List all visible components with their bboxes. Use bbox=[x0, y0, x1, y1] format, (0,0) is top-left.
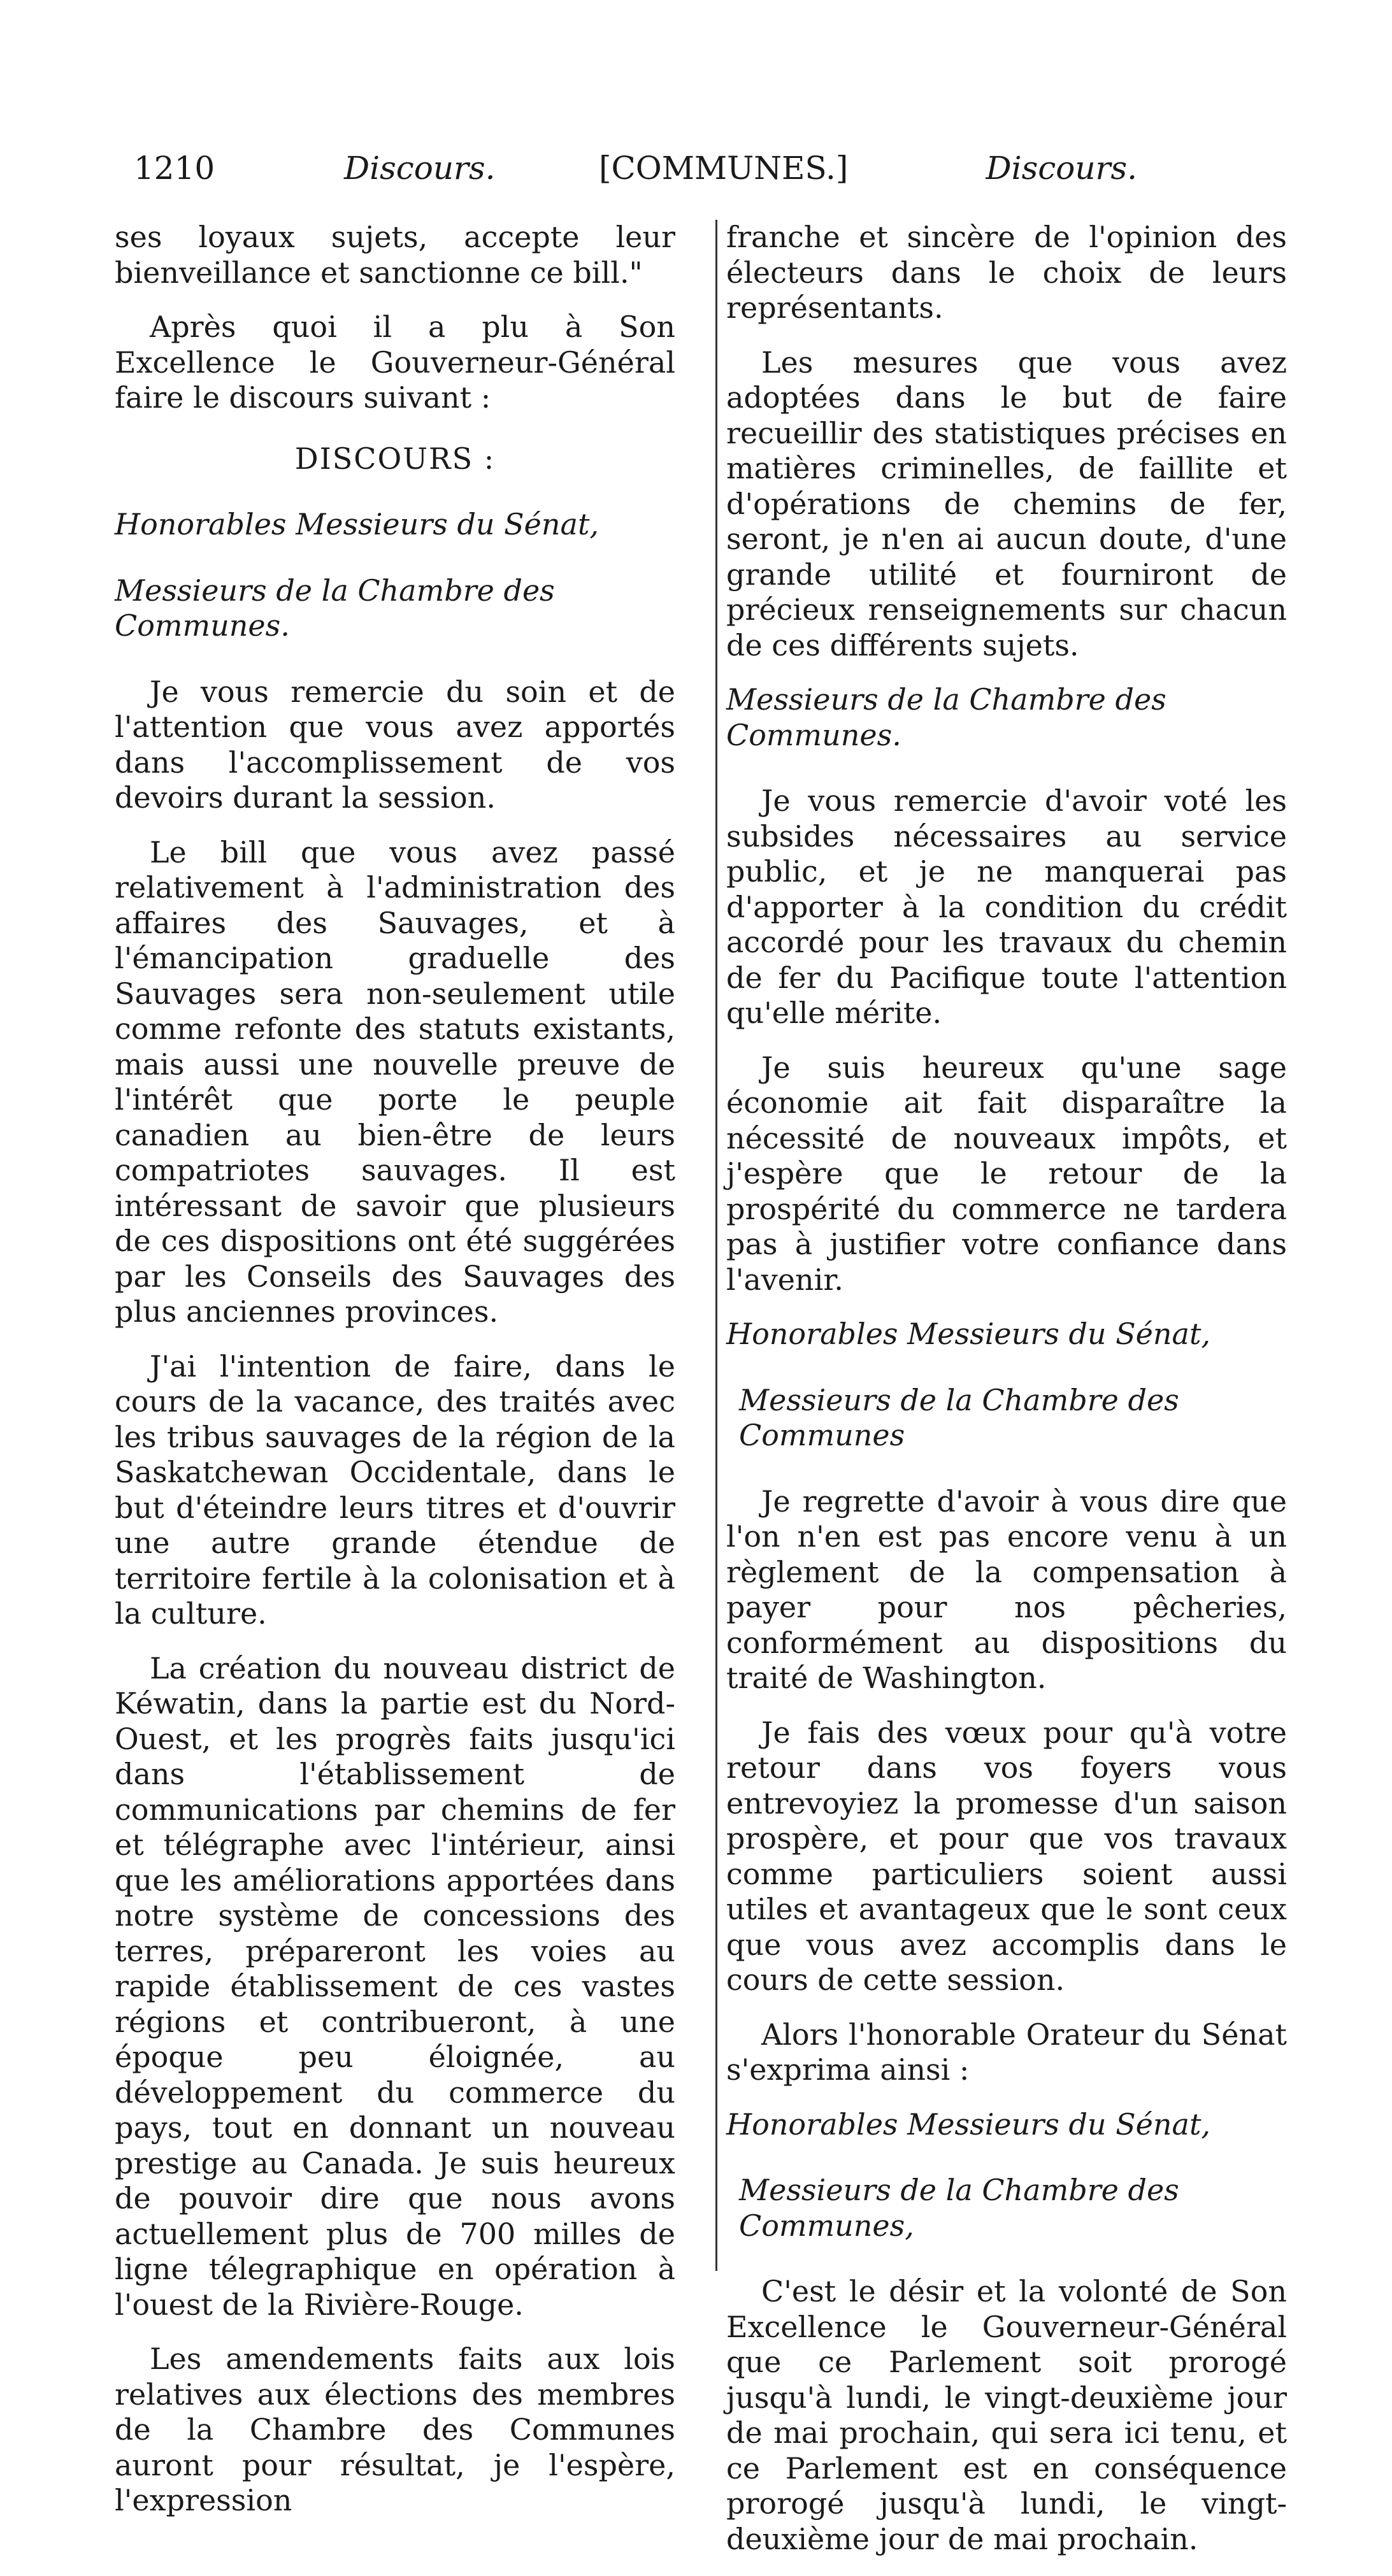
address-line: Honorables Messieurs du Sénat, bbox=[115, 507, 599, 541]
running-header bbox=[134, 150, 1137, 194]
section-heading: DISCOURS : bbox=[294, 441, 496, 476]
address-line: Messieurs de la Chambre des Communes. bbox=[115, 573, 555, 643]
paragraph: J'ai l'intention de faire, dans le cours de la vacance, des traités avec les tribus sauvages de la région de la Saskatchewan Occidentale, dans le but d'éteindre leurs titres et d'ouvrir une autre grande étendue de territoire fertile à la colonisation et à la culture. bbox=[115, 1349, 675, 1631]
address-line: Messieurs de la Chambre des Communes bbox=[739, 1382, 1179, 1452]
left-column bbox=[115, 220, 675, 2538]
header-center-title: [COMMUNES.] bbox=[599, 150, 849, 187]
paragraph: Je suis heureux qu'une sage économie ait fait disparaître la nécessité de nouveaux impôts, et j'espère que le retour de la prospérité du commerce ne tardera pas à justifier votre confiance dans l'avenir. bbox=[726, 1050, 1287, 1297]
paragraph: C'est le désir et la volonté de Son Excellence le Gouverneur-Général que ce Parlement soit prorogé jusqu'à lundi, le vingt-deuxième jour de mai prochain, qui sera ici tenu, et ce Parlement est en conséquence prorogé jusqu'à lundi, le vingt-deuxième jour de mai prochain. bbox=[726, 2274, 1287, 2556]
paragraph: Je vous remercie d'avoir voté les subsides nécessaires au service public, et je ne manquerai pas d'apporter à la condition du crédit accordé pour les travaux du chemin de fer du Pacifique toute l'attention qu'elle mérite. bbox=[726, 784, 1287, 1030]
paragraph: Après quoi il a plu à Son Excellence le Gouverneur-Général faire le discours suivant : bbox=[115, 310, 675, 415]
paragraph: Les mesures que vous avez adoptées dans le but de faire recueillir des statistiques précises en matières criminelles, de faillite et d'opérations de chemins de fer, seront, je n'en ai aucun doute, d'une grande utilité et fourniront de précieux renseignements sur chacun de ces différents sujets. bbox=[726, 345, 1287, 662]
paragraph: Alors l'honorable Orateur du Sénat s'exprima ainsi : bbox=[726, 2017, 1287, 2087]
header-left-title: Discours. bbox=[344, 150, 496, 187]
address-line: Messieurs de la Chambre des Communes. bbox=[726, 682, 1166, 752]
paragraph: Le bill que vous avez passé relativement à l'administration des affaires des Sauvages, et à l'émancipation graduelle des Sauvages sera non-seulement utile comme refonte des statuts existants, mais aussi une nouvelle preuve de l'intérêt que porte le peuple canadien au bien-être de leurs compatriotes sauvages. Il est intéressant de savoir que plusieurs de ces dispositions ont été suggérées par les Conseils des Sauvages des plus anciennes provinces. bbox=[115, 834, 675, 1329]
paragraph: La création du nouveau district de Kéwatin, dans la partie est du Nord-Ouest, et les progrès faits jusqu'ici dans l'établissement de communications par chemins de fer et télégraphe avec l'intérieur, ainsi que les améliorations apportées dans notre système de concessions des terres, prépareront les voies au rapide établissement de ces vastes régions et contribueront, à une époque peu éloignée, au développement du commerce du pays, tout en donnant un nouveau prestige au Canada. Je suis heureux de pouvoir dire que nous avons actuellement plus de 700 milles de ligne télegraphique en opération à l'ouest de la Rivière-Rouge. bbox=[115, 1650, 675, 2322]
address-line: Messieurs de la Chambre des Communes, bbox=[739, 2173, 1179, 2243]
paragraph: franche et sincère de l'opinion des électeurs dans le choix de leurs représentants. bbox=[726, 220, 1287, 325]
paragraph: Je regrette d'avoir à vous dire que l'on n'en est pas encore venu à un règlement de la compensation à payer pour nos pêcheries, conformément au dispositions du traité de Washington. bbox=[726, 1484, 1287, 1695]
header-right-title: Discours. bbox=[986, 150, 1137, 187]
paragraph: Je fais des vœux pour qu'à votre retour dans vos foyers vous entrevoyiez la promesse d'un saison prospère, et pour que vos travaux comme particuliers soient aussi utiles et avantageux que le sont ceux que vous avez accomplis dans le cours de cette session. bbox=[726, 1715, 1287, 1997]
paragraph: Les amendements faits aux lois relatives aux élections des membres de la Chambre des Communes auront pour résultat, je l'espère, l'expression bbox=[115, 2342, 675, 2517]
paragraph: Je vous remercie du soin et de l'attention que vous avez apportés dans l'accomplissement de vos devoirs durant la session. bbox=[115, 674, 675, 815]
right-column bbox=[726, 220, 1287, 2576]
address-line: Honorables Messieurs du Sénat, bbox=[726, 1317, 1211, 1351]
column-divider bbox=[715, 220, 717, 2271]
address-line: Honorables Messieurs du Sénat, bbox=[726, 2107, 1211, 2142]
page-number: 1210 bbox=[134, 150, 215, 187]
paragraph: ses loyaux sujets, accepte leur bienveillance et sanctionne ce bill." bbox=[115, 220, 675, 290]
